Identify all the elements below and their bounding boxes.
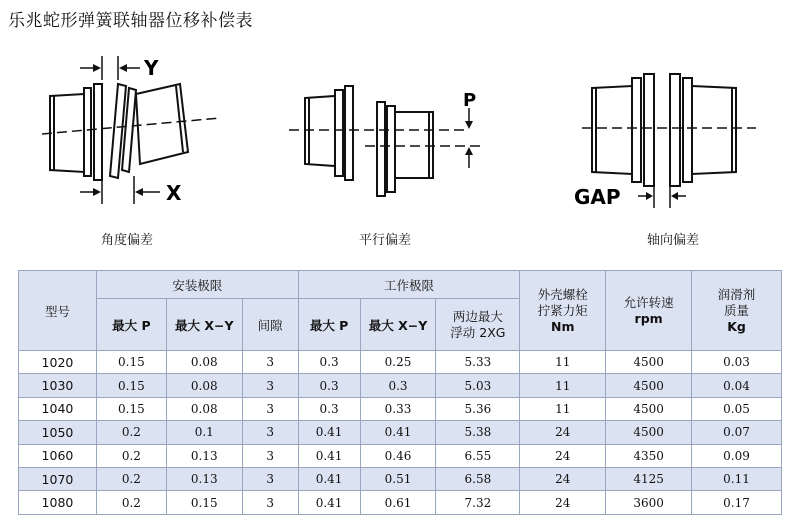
- table-cell: 5.03: [436, 374, 520, 397]
- table-cell: 0.15: [96, 374, 166, 397]
- table-cell: 0.3: [298, 374, 360, 397]
- header-lubricant: 润滑剂 质量 Kg: [692, 271, 782, 351]
- header-work-limit: 工作极限: [298, 271, 520, 299]
- table-cell: 0.41: [298, 467, 360, 490]
- table-cell: 0.13: [166, 444, 242, 467]
- table-cell: 4500: [606, 374, 692, 397]
- table-cell: 4125: [606, 467, 692, 490]
- table-row: [19, 397, 782, 420]
- table-row: [19, 491, 782, 514]
- model-cell: 1040: [19, 397, 97, 420]
- table-cell: 0.17: [692, 491, 782, 514]
- table-cell: 11: [520, 397, 606, 420]
- table-cell: 0.08: [166, 397, 242, 420]
- table-cell: 0.1: [166, 421, 242, 444]
- table-cell: 0.08: [166, 374, 242, 397]
- table-cell: 0.08: [166, 351, 242, 374]
- table-cell: 11: [520, 351, 606, 374]
- table-cell: 0.46: [360, 444, 436, 467]
- table-cell: 4500: [606, 421, 692, 444]
- model-cell: 1030: [19, 374, 97, 397]
- header-install-limit: 安装极限: [96, 271, 298, 299]
- table-cell: 0.41: [360, 421, 436, 444]
- table-cell: 0.15: [96, 397, 166, 420]
- header-install-max-xy: 最大 X−Y: [166, 299, 242, 351]
- parallel-misalignment-diagram: [285, 40, 495, 215]
- page-title: 乐兆蛇形弹簧联轴器位移补偿表: [8, 11, 253, 31]
- header-float: 两边最大 浮动 2XG: [436, 299, 520, 351]
- table-cell: 0.33: [360, 397, 436, 420]
- table-cell: 6.55: [436, 444, 520, 467]
- table-body: [19, 351, 782, 515]
- table-cell: 0.05: [692, 397, 782, 420]
- label-p: P: [463, 90, 477, 111]
- header-model: 型号: [19, 271, 97, 351]
- table-cell: 0.3: [298, 351, 360, 374]
- table-cell: 0.2: [96, 444, 166, 467]
- table-cell: 3600: [606, 491, 692, 514]
- table-cell: 0.41: [298, 444, 360, 467]
- table-cell: 24: [520, 467, 606, 490]
- table-row: [19, 444, 782, 467]
- table-cell: 0.2: [96, 421, 166, 444]
- table-cell: 7.32: [436, 491, 520, 514]
- table-row: [19, 467, 782, 490]
- table-cell: 24: [520, 421, 606, 444]
- table-cell: 0.3: [298, 397, 360, 420]
- table-cell: 3: [242, 444, 298, 467]
- caption-angular: 角度偏差: [100, 233, 153, 248]
- table-cell: 0.61: [360, 491, 436, 514]
- table-row: [19, 351, 782, 374]
- header-work-max-p: 最大 P: [298, 299, 360, 351]
- table-cell: 0.15: [166, 491, 242, 514]
- table-row: [19, 421, 782, 444]
- table-cell: 0.09: [692, 444, 782, 467]
- table-cell: 4500: [606, 397, 692, 420]
- table-cell: 0.04: [692, 374, 782, 397]
- table-cell: 0.3: [360, 374, 436, 397]
- table-cell: 3: [242, 491, 298, 514]
- label-gap: GAP: [574, 185, 621, 209]
- caption-axial: 轴向偏差: [646, 233, 699, 248]
- table-cell: 5.38: [436, 421, 520, 444]
- table-cell: 3: [242, 351, 298, 374]
- table-row: [19, 374, 782, 397]
- table-cell: 3: [242, 374, 298, 397]
- table-cell: 4500: [606, 351, 692, 374]
- model-cell: 1050: [19, 421, 97, 444]
- label-x: X: [166, 181, 182, 205]
- table-cell: 6.58: [436, 467, 520, 490]
- label-y: Y: [144, 56, 159, 80]
- table-cell: 5.33: [436, 351, 520, 374]
- model-cell: 1080: [19, 491, 97, 514]
- table-cell: 3: [242, 397, 298, 420]
- axial-displacement-diagram: [570, 40, 770, 215]
- caption-parallel: 平行偏差: [358, 233, 411, 248]
- table-cell: 0.13: [166, 467, 242, 490]
- table-cell: 0.25: [360, 351, 436, 374]
- table-cell: 0.41: [298, 421, 360, 444]
- header-bolt-torque: 外壳螺栓 拧紧力矩 Nm: [520, 271, 606, 351]
- table-cell: 0.03: [692, 351, 782, 374]
- header-speed: 允许转速 rpm: [606, 271, 692, 351]
- table-cell: 24: [520, 444, 606, 467]
- table-cell: 3: [242, 467, 298, 490]
- table-cell: 0.41: [298, 491, 360, 514]
- table-cell: 11: [520, 374, 606, 397]
- table-cell: 0.15: [96, 351, 166, 374]
- table-cell: 0.51: [360, 467, 436, 490]
- table-cell: 0.2: [96, 491, 166, 514]
- table-cell: 0.07: [692, 421, 782, 444]
- table-cell: 5.36: [436, 397, 520, 420]
- angular-misalignment-diagram: [40, 40, 230, 215]
- table-cell: 3: [242, 421, 298, 444]
- model-cell: 1060: [19, 444, 97, 467]
- table-cell: 0.2: [96, 467, 166, 490]
- header-work-max-xy: 最大 X−Y: [360, 299, 436, 351]
- compensation-table: [18, 270, 782, 515]
- header-install-gap: 间隙: [242, 299, 298, 351]
- header-install-max-p: 最大 P: [96, 299, 166, 351]
- model-cell: 1070: [19, 467, 97, 490]
- model-cell: 1020: [19, 351, 97, 374]
- table-cell: 0.11: [692, 467, 782, 490]
- table-cell: 24: [520, 491, 606, 514]
- table-cell: 4350: [606, 444, 692, 467]
